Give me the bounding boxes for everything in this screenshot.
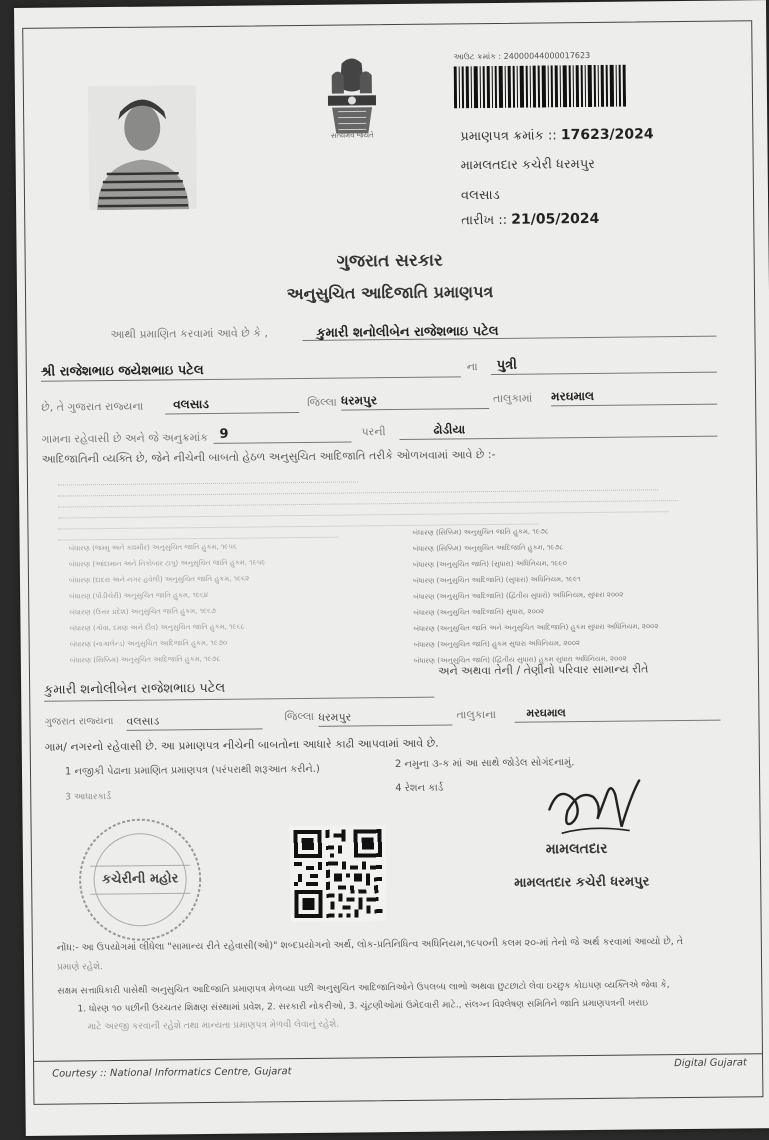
district-field-2 (126, 708, 262, 730)
order-item: બંધારણ (અનુસુચિત જાતિ) (દ્વિતીય સુધારા) હુકમ સુધારા અધિનિયમ, ૨૦૦૨ (413, 654, 627, 665)
certificate-frame (22, 20, 763, 1105)
family-text: અને અથવા તેની / તેણીનો પરિવાર સામાન્ય રીતે (437, 662, 649, 678)
issue-basis-text: ગામ/ નગરનો રહેવાસી છે. આ પ્રમાણપત્ર નીચેની બાબતોના આધારે કાઢી આપવામાં આવે છે. (44, 736, 439, 754)
note-1b: પ્રમાણે રહેશે. (56, 962, 104, 973)
footer-divider (34, 1053, 762, 1062)
barcode-number: આઉટ ક્રમાંક : 24000044000017623 (453, 50, 591, 62)
order-item: બંધારણ (સિક્કિમ) અનુસુચિત જાતિ હુકમ, ૧૯૭૮ (412, 527, 549, 537)
signatory-office: મામલતદાર કચેરી ધરમપુર (514, 874, 650, 891)
ashoka-emblem-icon (315, 53, 388, 162)
resident-label: ગામના રહેવાસી છે અને જે અનુક્રમાંક (41, 430, 209, 446)
document-item-2: 2 નમુના ૩-ક માં આ સાથે જોડેલ સોગંદનામું. (394, 757, 575, 771)
certificate-title: અનુસુચિત આદિજાતિ પ્રમાણપત્ર (286, 281, 494, 304)
taluka-value-2: ધરમપુર (318, 710, 352, 724)
applicant-photo (88, 85, 197, 210)
tribe-statement: આદિજાતિની વ્યક્તિ છે, જેને નીચેની બાબતો હેઠળ અનુસુચિત આદિજાતિ તરીકે ઓળખવામાં આવે છે :- (41, 447, 496, 466)
village-value: મરઘમાલ (551, 388, 595, 404)
note-4: માટે અરજી કરવાની રહેશે તથા માન્યતા પ્રમાણપત્ર મેળવી લેવાનું રહેશે. (87, 1019, 340, 1033)
father-name-field (41, 356, 461, 381)
seal-text: કચેરીની મહોર (101, 871, 179, 888)
district-value-2: વલસાડ (126, 714, 160, 728)
signature-mark (541, 774, 652, 841)
office-district: વલસાડ (460, 187, 500, 204)
taluka-field (341, 388, 489, 411)
order-item: બંધારણ (અનુસુચિત જાતિ અને અનુસુચિત આદિજાતિ) હુકમ સુધારા અધિનિયમ, ૨૦૦૨ (413, 622, 659, 633)
order-item: બંધારણ (અનુસુચિત આદિજાતિ) (સુધારા) અધિનિયમ, ૧૯૯૧ (412, 575, 581, 585)
barcode (454, 65, 626, 109)
document-item-3: 3 આધારકાર્ડ (65, 792, 112, 803)
taluka-field-2 (318, 704, 452, 726)
signatory-designation: મામલતદાર (545, 840, 608, 858)
order-item: બંધારણ (સિક્કિમ) અનુસુચિત આદિજાતિ હુકમ, ૧૯૭૮ (69, 654, 221, 665)
na-label: ના (466, 360, 478, 374)
courtesy-text: Courtesy :: National Informatics Centre, Gujarat (52, 1066, 292, 1080)
taluka-value: ધરમપુર (341, 393, 378, 408)
serial-value: 9 (219, 426, 229, 442)
certify-label: આથી પ્રમાણિત કરવામાં આવે છે કે , (110, 326, 269, 342)
caste-field (399, 416, 717, 440)
applicant-name-field-2 (44, 675, 434, 702)
order-item: બંધારણ (સિક્કિમ) અનુસુચિત આદિજાતિ હુકમ, ૧૯૭૮ (412, 543, 564, 553)
district-label-2: જિલ્લા (284, 709, 315, 724)
digital-gujarat-text: Digital Gujarat (674, 1057, 747, 1070)
relation: પુત્રી (496, 357, 518, 373)
caste-value: ઢોડીયા (433, 422, 466, 437)
district-value: વલસાડ (173, 396, 210, 412)
taluka-label-2: તાલુકાના (456, 707, 497, 722)
order-item: બંધારણ (ગોવા, દમણ અને દીવ) અનુસુચિત જાતિ હુકમ, ૧૯૬૮ (69, 622, 245, 633)
taluka-label: તાલુકામાં (493, 391, 533, 406)
applicant-name-field (302, 318, 716, 341)
district-field (165, 392, 299, 414)
state-label: છે, તે ગુજરાત રાજ્યના (41, 399, 144, 414)
qr-code (290, 825, 387, 922)
order-item: બંધારણ (જમ્મુ અને કાશ્મીર) અનુસુચિત જાતિ હુકમ, ૧૯૫૬ (68, 542, 237, 553)
relation-field (491, 352, 717, 375)
document-item-4: 4 રેશન કાર્ડ (395, 782, 444, 795)
serial-field (213, 421, 351, 443)
note-2: સક્ષમ સત્તાધિકારી પાસેથી અનુસુચિત આદિજાતિ પ્રમાણપત્ર મેળવ્યા પછી અનુસુચિત આદિજાતિઓને ઉપલબ્ધ લાભો અથવા છુટછાટો લેવા ઇચ્છુક કોઇપણ વ્યક્તિએ જેવા કે, (57, 980, 670, 997)
order-item: બંધારણ (અનુસુચિત જાતિ) (સુધારા) અધિનિયમ, ૧૯૯૦ (412, 559, 567, 569)
orders-left-list (69, 537, 390, 668)
document-item-1: 1 નજીકી પેઢાના પ્રમાણિત પ્રમાણપત્ર (પરંપરાથી શરૂઆત કરીને.) (64, 763, 320, 778)
note-3: 1. ધોરણ ૧૦ પછીની ઉચ્ચતર શિક્ષણ સંસ્થામાં પ્રવેશ, 2. સરકારી નોકરીઓ, 3. ચૂંટણીઓમાં ઉમેદવારી માટે., સંલગ્ન વિશ્લેષણ સમિતિને જાતિ પ્રમાણપત્રની ખરાઇ (77, 998, 649, 1015)
orders-right-list (412, 521, 743, 668)
order-item: બંધારણ (દાદરા અને નગર હવેલી) અનુસુચિત જાતિ હુકમ, ૧૯૬૨ (68, 574, 250, 585)
village-value-2: મરઘમાલ (526, 706, 566, 720)
order-item: બંધારણ (પોંડીચેરી) અનુસુચિત જાતિ હુકમ, ૧૯૬૪ (69, 590, 209, 601)
emblem-motto: સત્યમેવ જયતે (330, 131, 374, 140)
certificate-number: પ્રમાણપત્ર ક્રમાંક :: 17623/2024 (460, 126, 654, 145)
father-name: શ્રી રાજેશભાઇ જયેશભાઇ પટેલ (40, 363, 204, 380)
order-item: બંધારણ (ઉત્તર પ્રદેશ) અનુસુચિત જાતિ હુકમ, ૧૯૬૭ (69, 606, 216, 617)
state-label-2: ગુજરાત રાજ્યના (44, 715, 114, 728)
order-item: બંધારણ (અનુસુચિત આદિજાતિ) સુધારા, ૨૦૦૨ (413, 607, 545, 617)
issue-date: તારીખ :: 21/05/2024 (461, 210, 600, 229)
issuing-office: મામલતદાર કચેરી ધરમપુર (460, 156, 596, 174)
note-1: નોંધ:- આ ઉપયોગમાં લીધેલા "સામાન્ય રીતે રહેવાસી(ઓ)" શબ્દપ્રયોગનો અર્થ, લોક-પ્રતિનિધિત્વ અધિનિયમ,૧૯૫૦ની કલમ ૨૦-માં તેનો જે અર્થ કરવામાં આવ્યો છે, તે (56, 936, 684, 954)
applicant-name-2: કુમારી શનોલીબેન રાજેશભાઇ પટેલ (44, 680, 226, 698)
village-field (551, 384, 717, 407)
applicant-name: કુમારી શનોલીબેન રાજેશભાઇ પટેલ (316, 323, 499, 341)
government-title: ગુજરાત સરકાર (336, 250, 443, 272)
certificate-page (14, 0, 769, 1136)
order-item: બંધારણ (નાગાલેન્ડ) અનુસુચિત આદિજાતિ હુકમ, ૧૯૭૦ (69, 638, 228, 649)
order-item: બંધારણ (અનુસુચિત આદિજાતિ) (દ્વિતીય સુધારો) અધિનિયમ, સુધારા ૨૦૦૨ (413, 590, 624, 601)
caste-label: પરની (361, 425, 386, 439)
order-item: બંધારણ (આંદામાન અને નિકોબાર ટાપુ) અનુસુચિત જાતિ હુકમ, ૧૯૫૯ (68, 558, 266, 569)
order-item: બંધારણ (અનુસુચિત જાતિ) હુકમ સુધારા અધિનિયમ, ૨૦૦૨ (413, 639, 581, 649)
district-label: જિલ્લા (307, 395, 337, 409)
village-field-2 (514, 700, 720, 723)
